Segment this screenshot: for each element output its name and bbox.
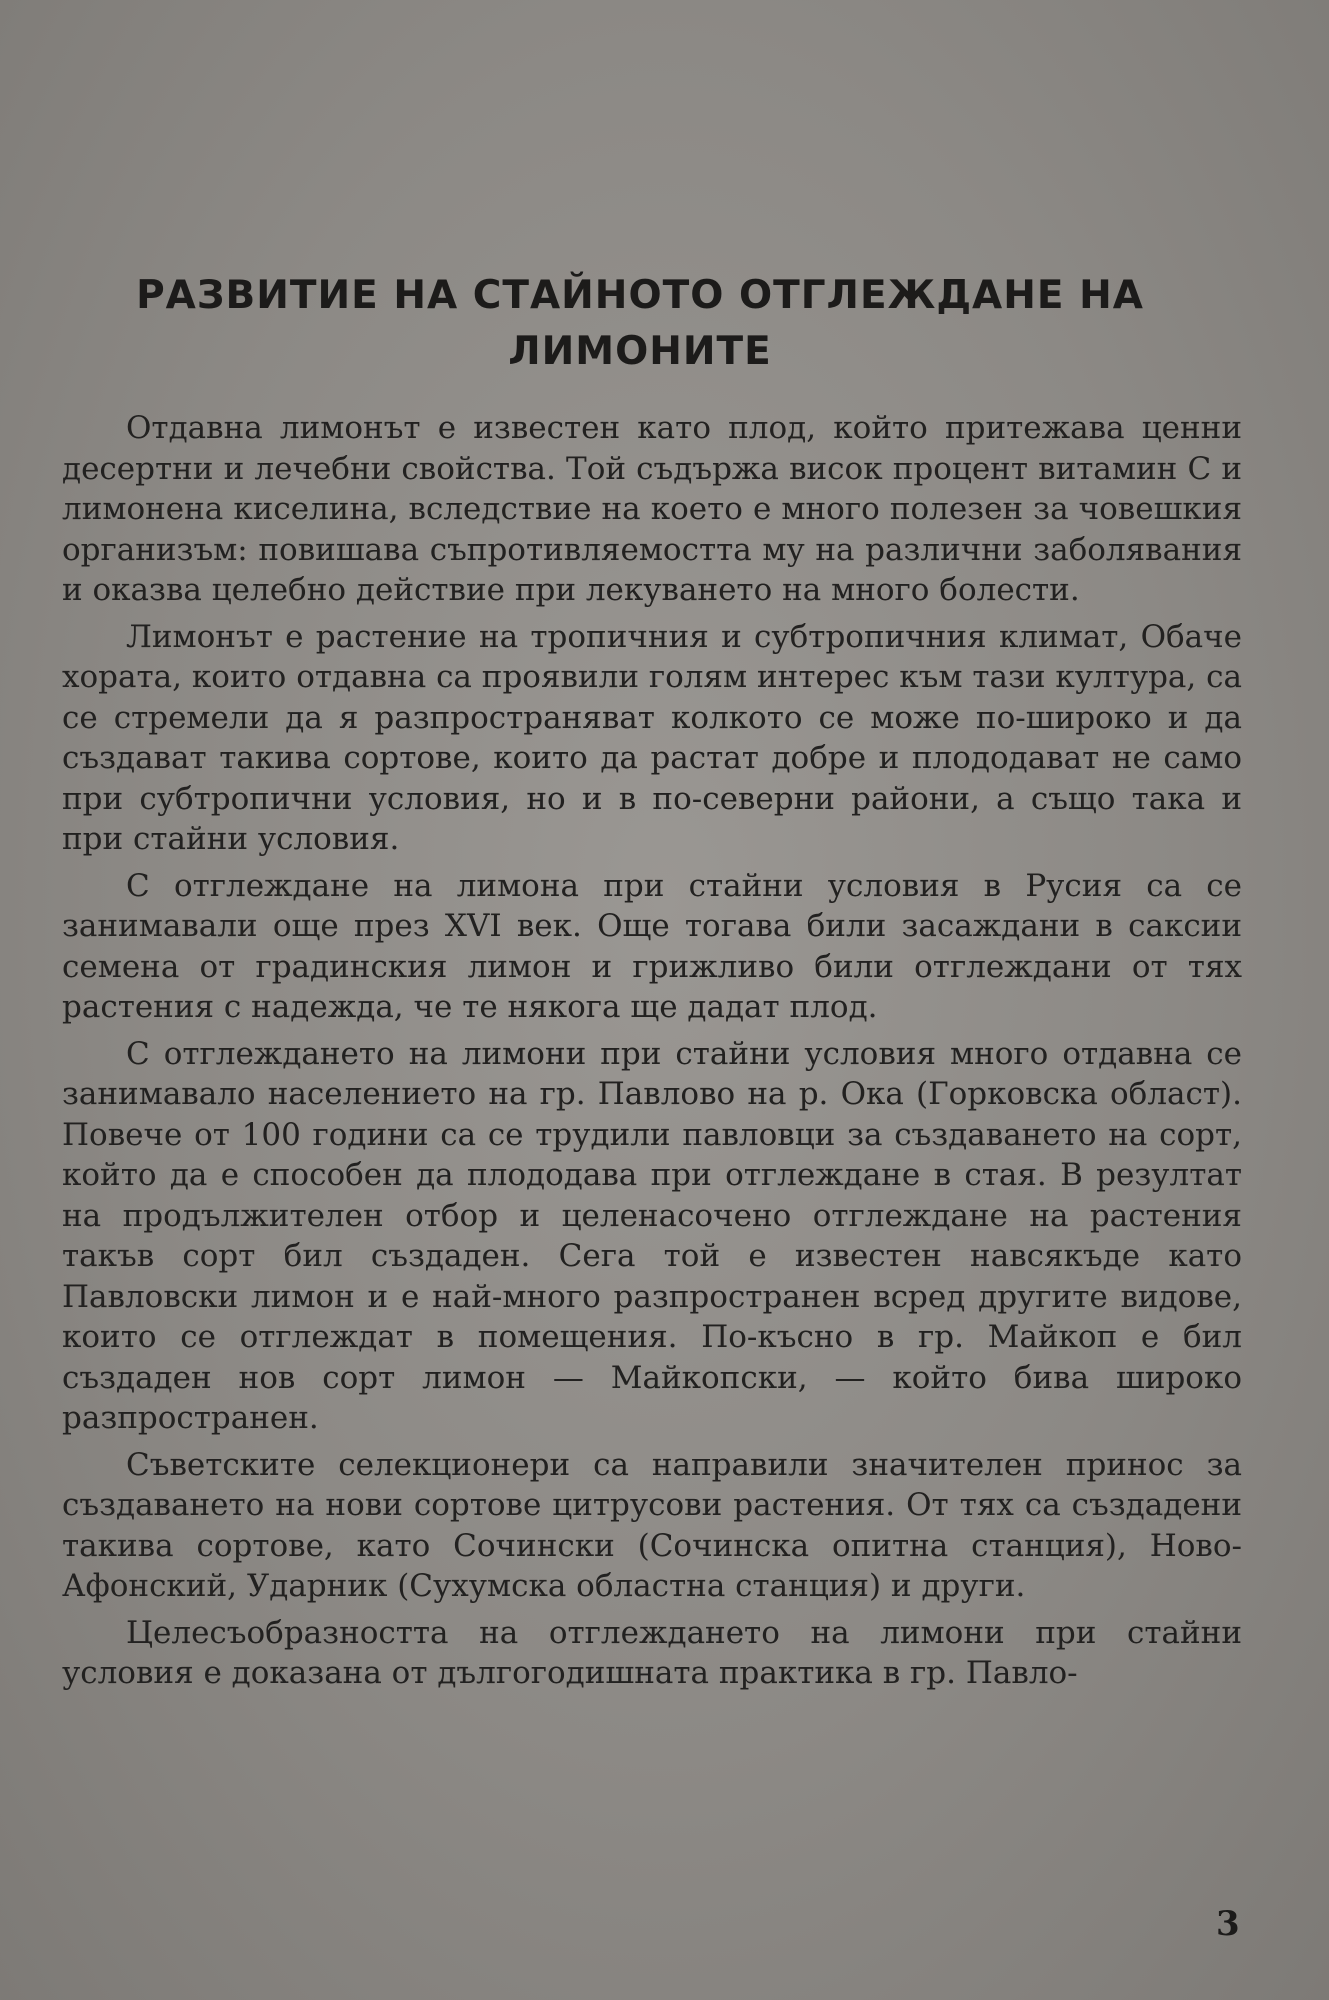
paragraph: Лимонът е растение на тропичния и субтропичния климат, Обаче хората, които отдавна са проявили голям интерес към тази култура, са се стремели да я разпространяват колкото се може по-широко и да създават такива сортове, които да растат добре и плододават не само при субтропични условия, но и в по-северни райони, а също така и при стайни условия.	[62, 618, 1242, 857]
paragraph: С отглеждане на лимона при стайни условия в Русия са се занимавали още през XVI век. Още тогава били засаждани в саксии семена от градинския лимон и грижливо били отглеждани от тях растения с надежда, че те някога ще дадат плод.	[62, 867, 1242, 1025]
paragraph: Целесъобразността на отглеждането на лимони при стайни условия е доказана от дългогодишната практика в гр. Павло-	[62, 1614, 1242, 1691]
paragraph: С отглеждането на лимони при стайни условия много отдавна се занимавало населението на гр. Павлово на р. Ока (Горковска област). Повече от 100 години са се трудили павловци за създаването на сорт, който да е способен да плододава при отглеждане в стая. В резултат на продължителен отбор и целенасочено отглеждане на растения такъв сорт бил създаден. Сега той е известен навсякъде като Павловски лимон и е най-много разпространен всред другите видове, които се отглеждат в помещения. По-късно в гр. Майкоп е бил създаден нов сорт лимон — Майкопски, — който бива широко разпространен.	[62, 1035, 1242, 1436]
paragraph: Отдавна лимонът е известен като плод, който притежава ценни десертни и лечебни свойства. Той съдържа висок процент витамин С и лимонена киселина, вследствие на което е много полезен за човешкия организъм: повишава съпротивляемостта му на различни заболявания и оказва целебно действие при лекуването на много болести.	[62, 410, 1242, 608]
paragraph: Съветските селекционери са направили значителен принос за създаването на нови сортове цитрусови растения. От тях са създадени такива сортове, като Сочински (Сочинска опитна станция), Ново-Афонский, Ударник (Сухумска областна станция) и други.	[62, 1446, 1242, 1604]
chapter-title-line-2: ЛИМОНИТЕ	[508, 329, 772, 374]
chapter-title	[120, 268, 1160, 380]
page-number: 3	[1216, 1904, 1240, 1944]
body-text	[62, 408, 1242, 1700]
chapter-title-line-1: РАЗВИТИЕ НА СТАЙНОТО ОТГЛЕЖДАНЕ НА	[136, 273, 1144, 318]
